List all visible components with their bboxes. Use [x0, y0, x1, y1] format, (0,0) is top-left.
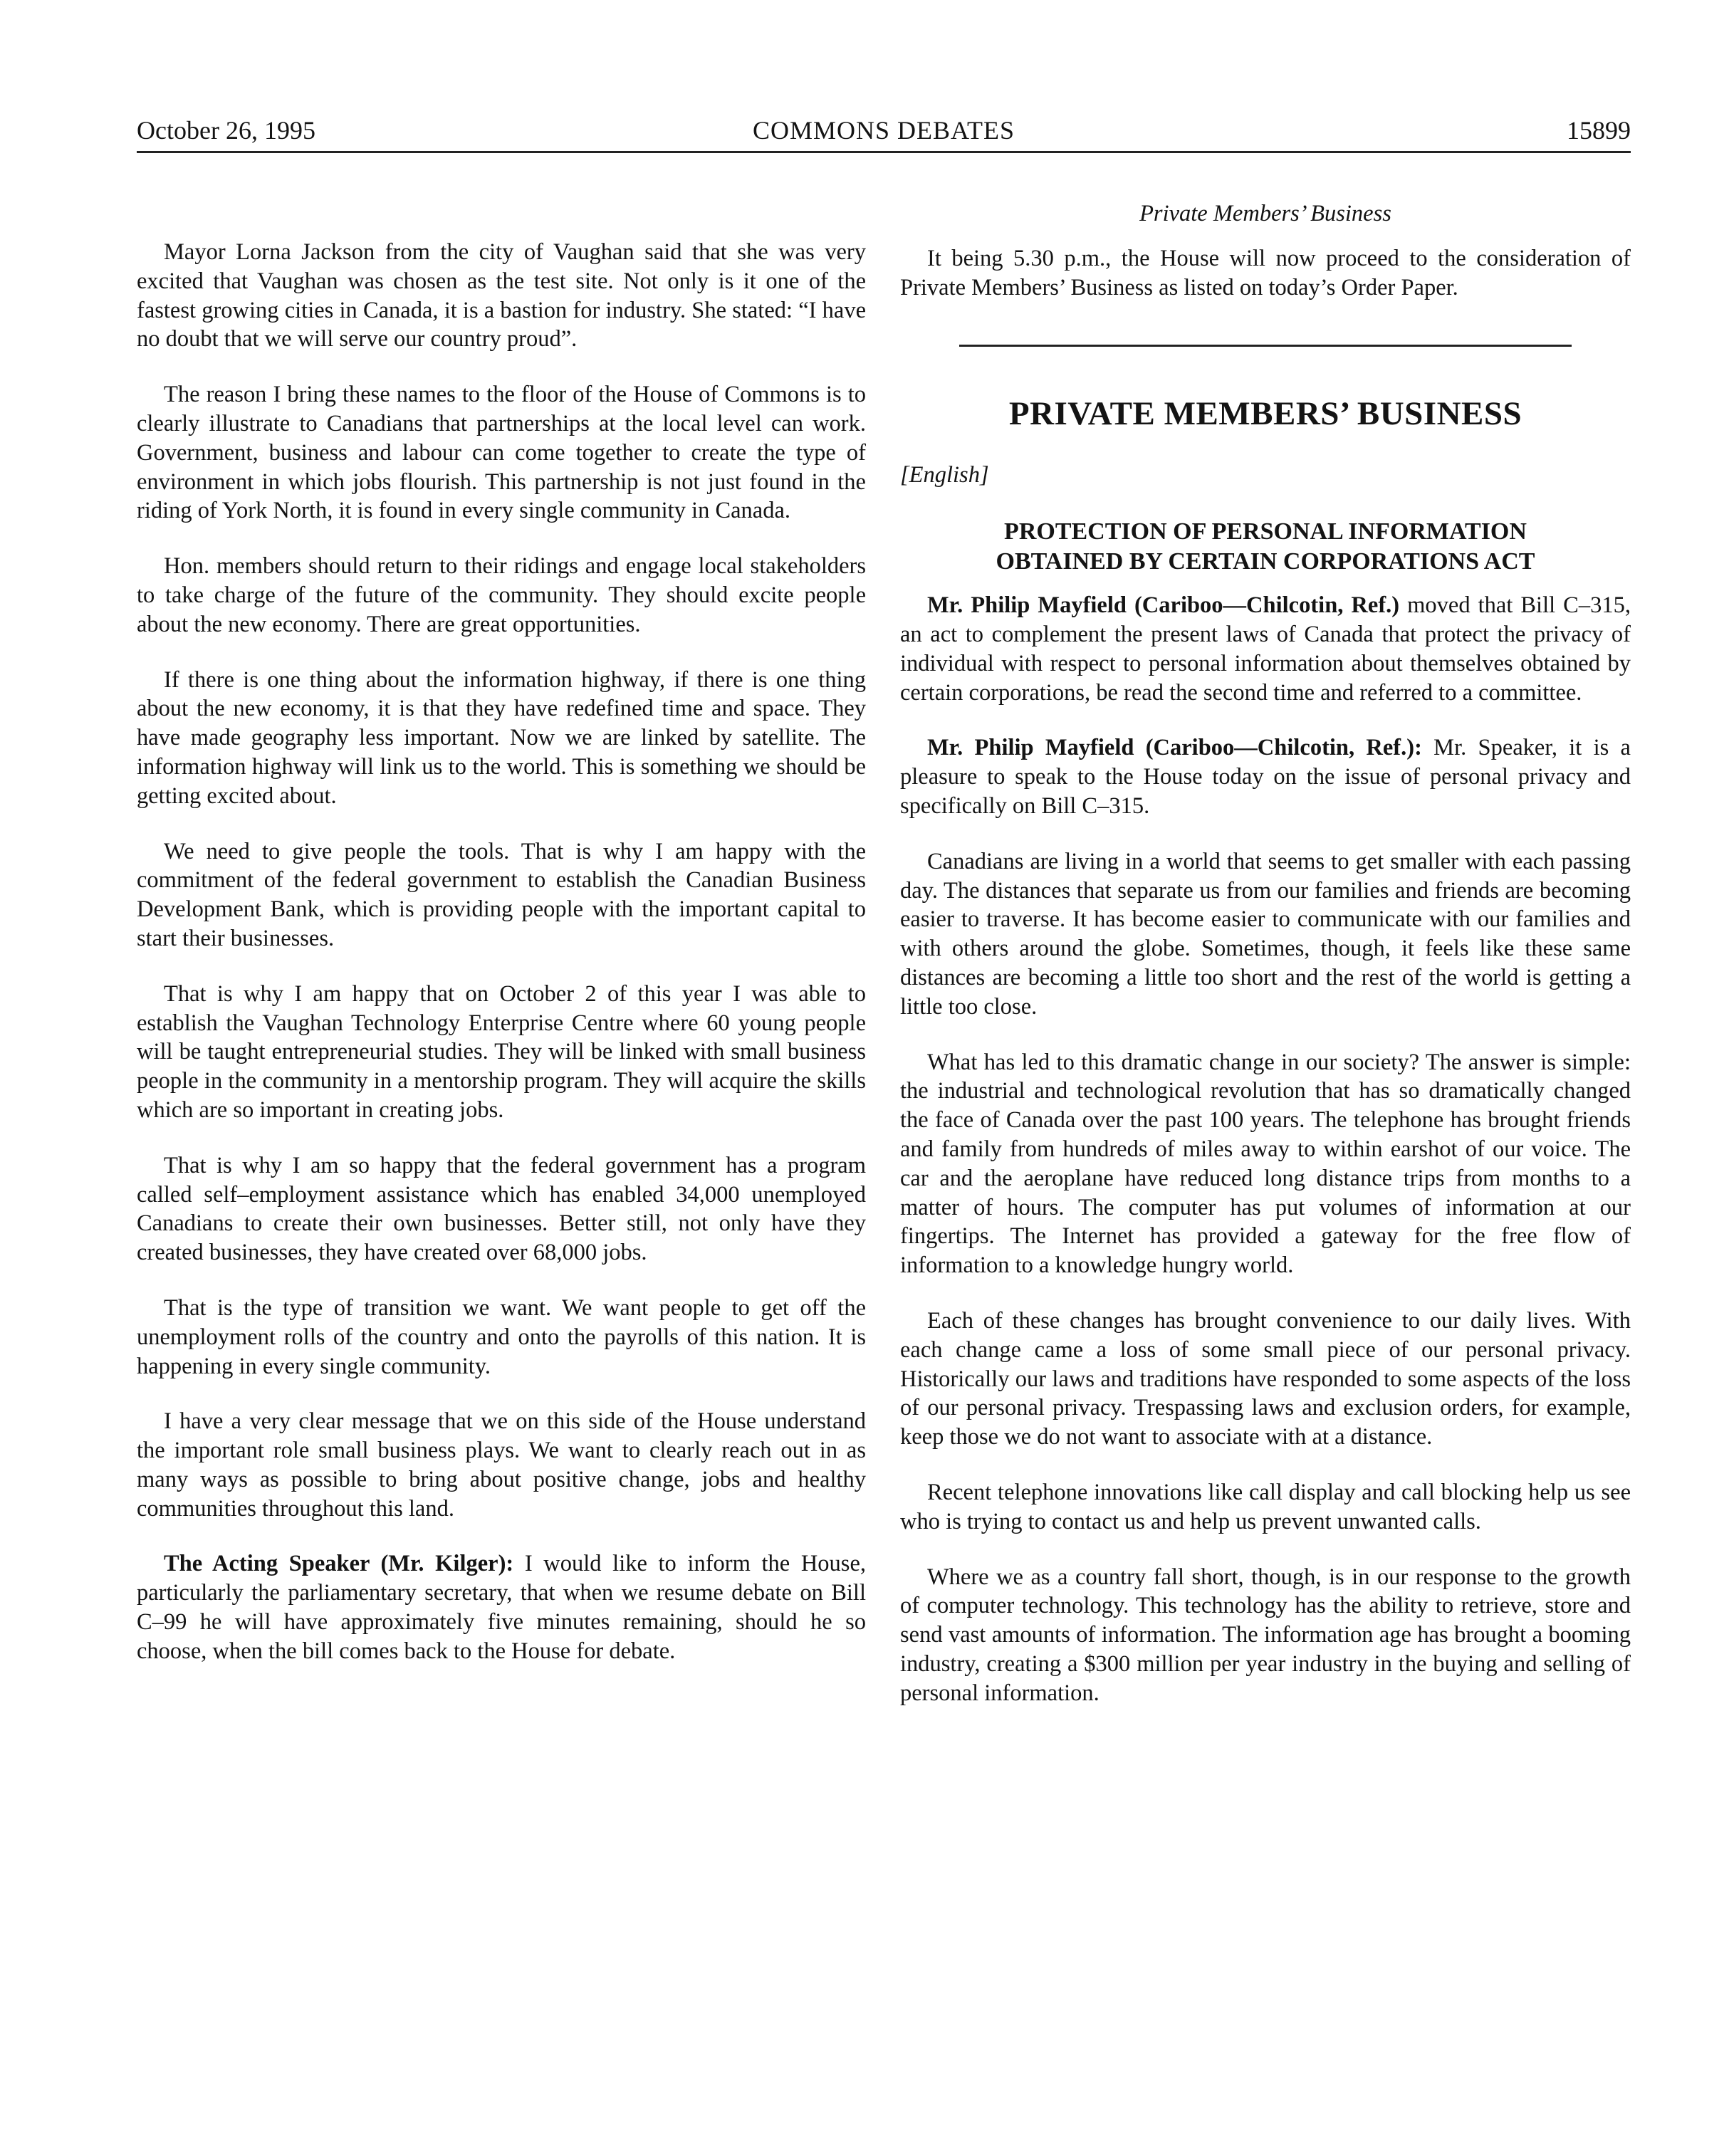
paragraph: We need to give people the tools. That is why I am happy with the commitment of the federal government to establish the Canadian Business Development Bank, which is providing people with the important capital to start their businesses. [137, 838, 866, 951]
paragraph: If there is one thing about the information highway, if there is one thing about the new economy, it is that they have redefined time and space. They have made geography less important. Now we are linked by satellite. The information highway will link us to the world. This is something we should be getting excited about. [137, 666, 866, 809]
acting-speaker-paragraph [137, 1549, 866, 1665]
paragraph: Recent telephone innovations like call display and call blocking help us see who is trying to contact us and help us prevent unwanted calls. [900, 1479, 1631, 1534]
paragraph: I have a very clear message that we on this side of the House understand the important role small business plays. We want to clearly reach out in as many ways as possible to bring about positive change, jobs and healthy communities throughout this land. [137, 1408, 866, 1522]
paragraph: Each of these changes has brought convenience to our daily lives. With each change came a loss of some small piece of our personal privacy. Historically our laws and traditions have responded to some aspects of the loss of our personal privacy. Trespassing laws and exclusion orders, for example, keep those we do not want to associate with at a distance. [900, 1307, 1631, 1450]
paragraph: That is why I am so happy that the federal government has a program called self–employment assistance which has enabled 34,000 unemployed Canadians to create their own businesses. Better still, not only have they created businesses, they have created over 68,000 jobs. [137, 1152, 866, 1266]
paragraph: The reason I bring these names to the floor of the House of Commons is to clearly illustrate to Canadians that partnerships at the local level can work. Government, business and labour can come together to create the type of environment in which jobs flourish. This partnership is not just found in the riding of York North, it is found in every single community in Canada. [137, 382, 866, 524]
speech-text: I would like to inform the House, particularly the parliamentary secretary, that when we resume debate on Bill C–99 he will have approximately five minutes remaining, should he so choose, when the bill comes back to the House for debate. [137, 1551, 866, 1664]
motion-text: moved that Bill C–315, an act to complement the present laws of Canada that protect the privacy of individual with respect to personal information about themselves obtained by certain corporations, be read the second time and referred to a committee. [900, 592, 1631, 706]
motion-paragraph [900, 591, 1631, 707]
bill-title [900, 517, 1631, 577]
section-divider [959, 345, 1572, 347]
header-page-number: 15899 [1567, 116, 1631, 145]
header-title: COMMONS DEBATES [752, 116, 1015, 145]
running-head: Private Members’ Business [1139, 201, 1391, 226]
right-column [900, 199, 1631, 1734]
speech-text: Mr. Speaker, it is a pleasure to speak to the House today on the issue of personal privacy and specifically on Bill C–315. [900, 735, 1631, 819]
header-date: October 26, 1995 [137, 116, 315, 145]
speaker-name: The Acting Speaker (Mr. Kilger): [164, 1551, 514, 1577]
paragraph: Canadians are living in a world that seems to get smaller with each passing day. The distances that separate us from our families and friends are becoming easier to traverse. It has become easier to communicate with our families and with others around the globe. Sometimes, though, it feels like these same distances are becoming a little too short and the rest of the world is getting a little too close. [900, 848, 1631, 1020]
paragraph: Mayor Lorna Jackson from the city of Vaughan said that she was very excited that Vaughan was chosen as the test site. Not only is it one of the fastest growing cities in Canada, it is a bastion for industry. She stated: “I have no doubt that we will serve our country proud”. [137, 239, 866, 352]
language-tag: [English] [900, 462, 989, 488]
paragraph: That is why I am happy that on October 2 of this year I was able to establish the Vaughan Technology Enterprise Centre where 60 young people will be taught entrepreneurial studies. They will be linked with small business people in the community in a mentorship program. They will acquire the skills which are so important in creating jobs. [137, 980, 866, 1123]
section-title: PRIVATE MEMBERS’ BUSINESS [1008, 395, 1522, 433]
paragraph: What has led to this dramatic change in our society? The answer is simple: the industrial and technological revolution that has so dramatically changed the face of Canada over the past 100 years. The telephone has brought friends and family from hundreds of miles away to within earshot of our voice. The car and the aeroplane have reduced long distance trips from months to a matter of hours. The computer has put volumes of information at our fingertips. The Internet has provided a gateway for the free flow of information to a knowledge hungry world. [900, 1049, 1631, 1279]
bill-title-line: PROTECTION OF PERSONAL INFORMATION [1004, 518, 1527, 545]
speech-paragraph [900, 733, 1631, 820]
speaker-name: Mr. Philip Mayfield (Cariboo—Chilcotin, Ref.) [927, 592, 1400, 619]
paragraph: Where we as a country fall short, though, is in our response to the growth of computer technology. This technology has the ability to retrieve, store and send vast amounts of information. The information age has brought a booming industry, creating a $300 million per year industry in the buying and selling of personal information. [900, 1564, 1631, 1706]
paragraph: That is the type of transition we want. We want people to get off the unemployment rolls of the country and onto the payrolls of this nation. It is happening in every single community. [137, 1294, 866, 1379]
header-rule [137, 151, 1631, 153]
speaker-name: Mr. Philip Mayfield (Cariboo—Chilcotin, Ref.): [927, 735, 1422, 761]
paragraph: Hon. members should return to their ridings and engage local stakeholders to take charge of the future of the community. They should excite people about the new economy. There are great opportunities. [137, 553, 866, 637]
bill-title-line: OBTAINED BY CERTAIN CORPORATIONS ACT [996, 548, 1535, 575]
page-header [137, 112, 1631, 148]
left-column [137, 238, 866, 1692]
intro-paragraph: It being 5.30 p.m., the House will now proceed to the consideration of Private Members’ Business as listed on today’s Order Paper. [900, 245, 1631, 300]
